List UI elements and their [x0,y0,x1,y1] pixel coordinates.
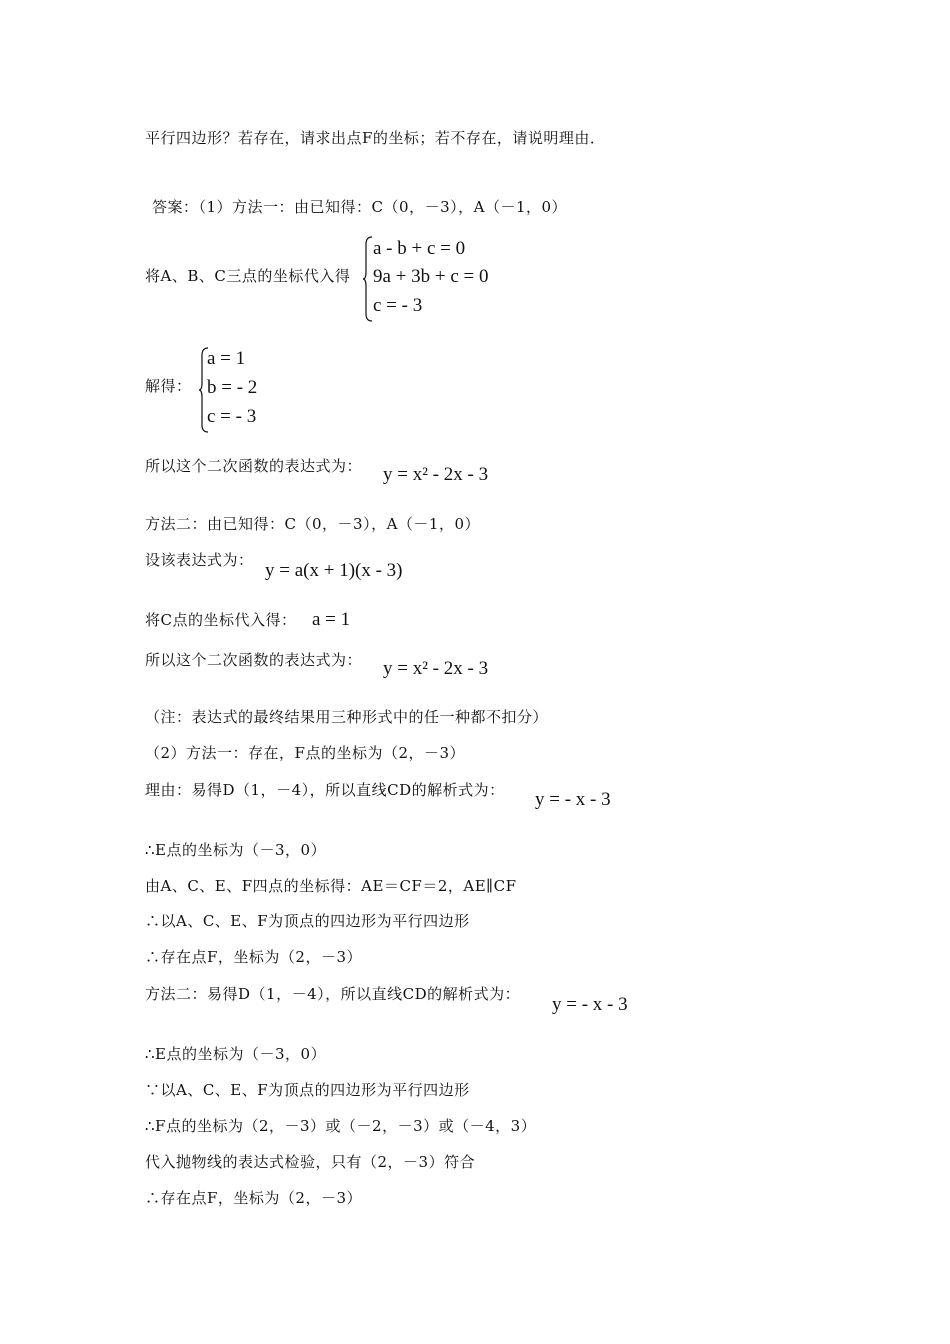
text-line: 所以这个二次函数的表达式为： [145,651,363,669]
equation: a = 1 [312,609,351,630]
text-line: ∴F点的坐标为（2，－3）或（－2，－3）或（－4，3） [145,1117,537,1135]
text-line: ∴存在点F，坐标为（2，－3） [145,948,362,966]
equation-text: c = - 3 [207,406,257,427]
text-line: ∵以A、C、E、F为顶点的四边形为平行四边形 [145,1081,470,1099]
equation [373,238,465,260]
text-line: ∴E点的坐标为（－3，0） [145,1045,327,1063]
equation-text: 9a + 3b + c = 0 [373,266,489,287]
equation [373,266,489,288]
equation [207,377,257,399]
text-line: （注：表达式的最终结果用三种形式中的任一种都不扣分） [145,708,549,726]
equation [373,295,422,317]
equation [207,348,245,370]
text-line: 设该表达式为： [145,551,254,569]
equation: y = - x - 3 [535,789,611,810]
text-line: 理由：易得D（1，－4），所以直线CD的解析式为： [145,781,505,799]
text-line: 将A、B、C三点的坐标代入得 [145,267,351,285]
text-line: 所以这个二次函数的表达式为： [145,457,363,475]
equation-text: c = - 3 [373,295,423,316]
text-line: ∴存在点F，坐标为（2，－3） [145,1189,362,1207]
equation: y = - x - 3 [552,994,628,1015]
text-line: （2）方法一：存在，F点的坐标为（2，－3） [145,744,466,762]
equation-text: a - b + c = 0 [373,238,466,259]
text-line: ∴E点的坐标为（－3，0） [145,841,327,859]
text-line: 方法二：易得D（1，－4），所以直线CD的解析式为： [145,985,521,1003]
text-line: 代入抛物线的表达式检验，只有（2，－3）符合 [145,1153,476,1171]
answer-line: 答案：（1）方法一：由已知得：C（0，－3），A（－1，0） [152,198,568,216]
equation: y = x² - 2x - 3 [383,658,489,679]
equation: y = a(x + 1)(x - 3) [265,560,403,581]
text-line: 解得： [145,377,192,395]
text-line: ∴以A、C、E、F为顶点的四边形为平行四边形 [145,912,470,930]
text-line: 由A、C、E、F四点的坐标得：AE＝CF＝2，AE∥CF [145,877,517,895]
text-line: 平行四边形？若存在，请求出点F的坐标；若不存在，请说明理由． [145,129,606,147]
equation-text: b = - 2 [207,377,258,398]
equation [207,406,256,428]
text-line: 将C点的坐标代入得： [145,611,297,629]
equation-text: a = 1 [207,348,246,369]
equation: y = x² - 2x - 3 [383,464,489,485]
text-line: 方法二：由已知得：C（0，－3），A（－1，0） [145,515,480,533]
